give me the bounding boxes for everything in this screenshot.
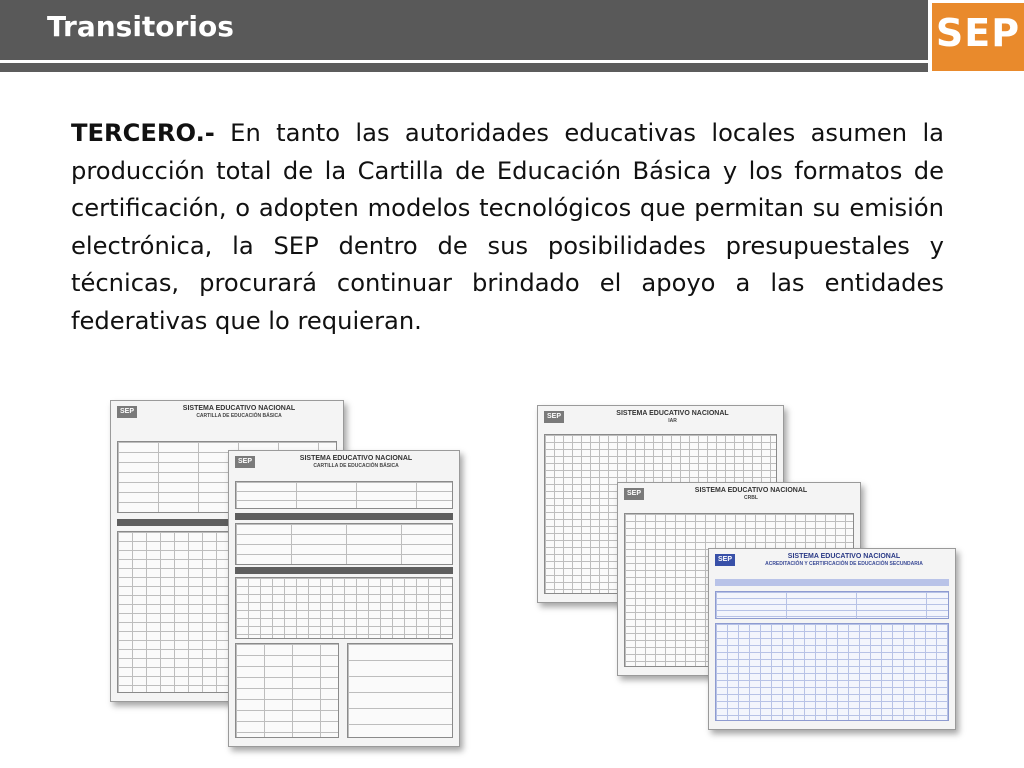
article-body: En tanto las autoridades educativas locales asumen la producción total de la Cartilla de Educación Básica y los formatos de certificación, o adopten modelos tecnológicos que permitan su emisión electrónica, la SEP dentro de sus posibilidades presupuestales y técnicas, procurará continuar brindado el apoyo a las entidades federativas que lo requieran. xyxy=(71,119,944,335)
form-title: SISTEMA EDUCATIVO NACIONAL xyxy=(787,553,901,560)
transitional-article-text xyxy=(71,115,944,340)
form-logo: SEP xyxy=(117,406,137,418)
form-levels-table xyxy=(235,523,453,565)
form-logo: SEP xyxy=(235,456,255,468)
form-title: SISTEMA EDUCATIVO NACIONAL xyxy=(182,405,296,412)
form-subtitle: CARTILLA DE EDUCACIÓN BÁSICA xyxy=(313,463,399,469)
form-title: SISTEMA EDUCATIVO NACIONAL xyxy=(616,410,729,417)
sep-logo xyxy=(932,3,1024,71)
form-section-bar xyxy=(715,579,949,586)
form-subtitle: CRBL xyxy=(744,495,758,501)
form-title: SISTEMA EDUCATIVO NACIONAL xyxy=(694,487,808,494)
header-bar xyxy=(0,0,928,60)
form-remarks-box xyxy=(347,643,453,738)
header-underline xyxy=(0,63,928,72)
form-section-bar xyxy=(235,513,453,520)
form-title: SISTEMA EDUCATIVO NACIONAL xyxy=(299,455,413,462)
form-subtitle: IAR xyxy=(668,418,677,424)
form-logo: SEP xyxy=(715,554,735,566)
form-subjects-table xyxy=(235,643,339,738)
form-students-table xyxy=(715,623,949,721)
secondary-certificate-form-image xyxy=(708,548,956,730)
form-subtitle: CARTILLA DE EDUCACIÓN BÁSICA xyxy=(196,413,282,419)
form-school-fields xyxy=(715,591,949,619)
form-student-fields xyxy=(235,481,453,509)
form-section-bar xyxy=(235,567,453,574)
cartilla-form-image-front xyxy=(228,450,460,747)
article-lead: TERCERO.- xyxy=(71,119,215,147)
form-subtitle: ACREDITACIÓN Y CERTIFICACIÓN DE EDUCACIÓN SECUNDARIA xyxy=(765,561,923,567)
slide-title: Transitorios xyxy=(47,10,234,43)
sep-logo-text: SEP xyxy=(935,11,1021,55)
form-grades-table xyxy=(235,577,453,639)
form-logo: SEP xyxy=(544,411,564,423)
form-logo: SEP xyxy=(624,488,644,500)
